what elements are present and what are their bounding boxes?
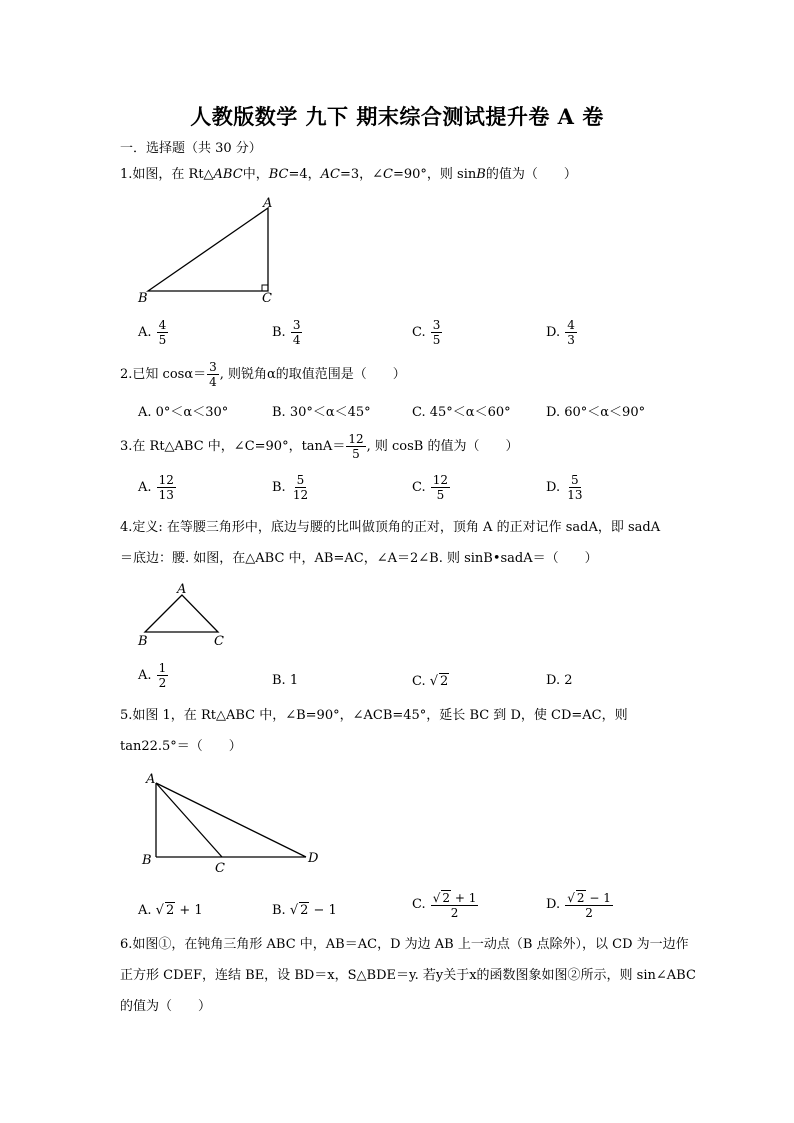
q1-seg: C — [383, 167, 393, 182]
q4-option-d[interactable]: D. 2 — [546, 673, 573, 688]
q3-opt-num: 12 — [158, 473, 174, 487]
q3-opt-num: 5 — [296, 473, 305, 487]
question-5-line-1: 5.如图 1，在 Rt△ABC 中，∠B=90°，∠ACB=45°，延长 BC 到 D，使 CD=AC，则 — [120, 708, 628, 723]
q5-label-b: B — [142, 853, 152, 868]
q3-den: 5 — [352, 447, 360, 461]
q4-label-a: A — [177, 582, 187, 597]
q2-option-b[interactable]: B. 30°＜α＜45° — [272, 405, 371, 420]
q1-seg: =90°，则 sin — [392, 167, 477, 182]
q1-seg: AC — [320, 167, 340, 182]
q3-opt-letter: D. — [546, 479, 561, 495]
q3-opt-num: 12 — [432, 473, 449, 487]
q1-label-b: B — [138, 291, 148, 306]
q1-opt-den: 5 — [432, 333, 441, 347]
q3-opt-den: 13 — [567, 488, 583, 502]
q5-option-a[interactable]: A. √ 2 + 1 — [138, 903, 203, 918]
q1-seg: B — [476, 167, 486, 182]
q4-opt-num: 1 — [158, 661, 167, 675]
sqrt-radicand: 2 — [442, 891, 451, 905]
question-4-line-2: ＝底边：腰. 如图，在△ABC 中，AB=AC，∠A＝2∠B. 则 sinB•sadA＝（ ） — [120, 551, 598, 566]
q1-seg: 1.如图，在 Rt△ — [120, 167, 214, 182]
q1-seg: 中， — [242, 167, 269, 182]
q1-seg: =3，∠ — [339, 167, 384, 182]
q5-opt-tail: + 1 — [454, 891, 477, 905]
q3-opt-den: 13 — [158, 488, 174, 502]
q3-num: 12 — [348, 432, 364, 446]
sqrt-radicand: 2 — [576, 891, 585, 905]
q1-opt-letter: D. — [546, 324, 561, 340]
q1-seg: =4， — [288, 167, 321, 182]
q1-opt-num: 3 — [432, 318, 441, 332]
q2-option-c[interactable]: C. 45°＜α＜60° — [412, 405, 511, 420]
q1-opt-den: 5 — [158, 333, 167, 347]
q1-seg: 的值为（ ） — [485, 167, 577, 182]
q5-opt-letter: D. — [546, 897, 561, 912]
q1-opt-den: 3 — [567, 333, 575, 347]
q5-opt-letter: B. — [272, 903, 286, 918]
q2-seg: 2.已知 cosα＝ — [120, 366, 207, 382]
q5-opt-num: √ 2 + 1 — [432, 891, 477, 905]
q3-opt-den: 5 — [436, 488, 445, 502]
q1-opt-den: 4 — [292, 333, 301, 347]
q5-segment-ad — [156, 783, 306, 857]
q5-option-c[interactable] — [412, 890, 479, 920]
section-heading: 一．选择题（共 30 分） — [120, 141, 262, 156]
sqrt-radicand: 2 — [300, 903, 309, 918]
q4-opt-letter: C. — [412, 674, 426, 689]
q5-opt-letter: A. — [138, 903, 152, 918]
q1-seg: ABC — [213, 167, 243, 182]
q1-opt-num: 3 — [292, 318, 301, 332]
q3-seg: , 则 cosB 的值为（ ） — [366, 438, 519, 454]
q5-label-c: C — [215, 861, 225, 876]
q3-seg: 3.在 Rt△ABC 中，∠C=90°，tanA＝ — [120, 438, 346, 454]
q1-label-a: A — [263, 196, 273, 211]
q4-label-b: B — [138, 634, 148, 649]
question-6-line-3: 的值为（ ） — [120, 999, 212, 1014]
q1-opt-letter: B. — [272, 324, 286, 340]
q1-opt-num: 4 — [567, 318, 575, 332]
q5-label-a: A — [146, 772, 156, 787]
q5-label-d: D — [308, 851, 319, 866]
question-6-line-2: 正方形 CDEF，连结 BE，设 BD＝x，S△BDE＝y. 若y关于x的函数图象如图②所示，则 sin∠ABC — [120, 968, 696, 983]
q5-opt-den: 2 — [585, 906, 593, 920]
q5-segment-ac — [156, 783, 222, 857]
q2-den: 4 — [209, 375, 217, 389]
q1-seg: BC — [268, 167, 289, 182]
q5-opt-letter: C. — [412, 897, 426, 912]
q1-opt-letter: A. — [138, 324, 152, 340]
question-6-line-1: 6.如图①，在钝角三角形 ABC 中，AB＝AC，D 为边 AB 上一动点（B 点除外），以 CD 为一边作 — [120, 937, 689, 952]
sqrt-radicand: 2 — [165, 903, 175, 918]
q5-opt-tail: − 1 — [589, 891, 611, 905]
q4-opt-den: 2 — [158, 676, 167, 690]
q2-seg: , 则锐角α的取值范围是（ ） — [219, 366, 406, 382]
sqrt-radicand: 2 — [440, 674, 449, 689]
q4-option-b[interactable]: B. 1 — [272, 673, 299, 688]
q4-option-c[interactable]: C. √ 2 — [412, 674, 449, 689]
q4-label-c: C — [214, 634, 224, 649]
q1-label-c: C — [262, 291, 272, 306]
question-4-line-1: 4.定义: 在等腰三角形中，底边与腰的比叫做顶角的正对，顶角 A 的正对记作 sadA，即 sadA — [120, 520, 661, 535]
question-5-line-2: tan22.5°＝（ ） — [120, 739, 242, 754]
q2-option-a[interactable]: A. 0°＜α＜30° — [138, 405, 229, 420]
q5-option-d[interactable] — [546, 890, 614, 920]
q2-option-d[interactable]: D. 60°＜α＜90° — [546, 405, 646, 420]
q3-opt-letter: A. — [138, 479, 152, 495]
q4-opt-letter: A. — [138, 667, 152, 683]
page-title: 人教版数学 九下 期末综合测试提升卷 A 卷 — [190, 104, 604, 129]
q1-opt-letter: C. — [412, 324, 426, 340]
q3-opt-den: 12 — [292, 488, 309, 502]
q1-opt-num: 4 — [158, 318, 167, 332]
q5-opt-tail: − 1 — [313, 903, 337, 918]
q5-opt-num: √ 2 − 1 — [567, 891, 611, 905]
q2-num: 3 — [209, 360, 217, 374]
q3-opt-letter: C. — [412, 479, 426, 495]
q3-opt-num: 5 — [571, 473, 579, 487]
q5-opt-den: 2 — [450, 906, 459, 920]
q5-opt-tail: + 1 — [179, 903, 203, 918]
q3-opt-letter: B. — [272, 479, 286, 495]
q5-option-b[interactable]: B. √ 2 − 1 — [272, 903, 337, 918]
